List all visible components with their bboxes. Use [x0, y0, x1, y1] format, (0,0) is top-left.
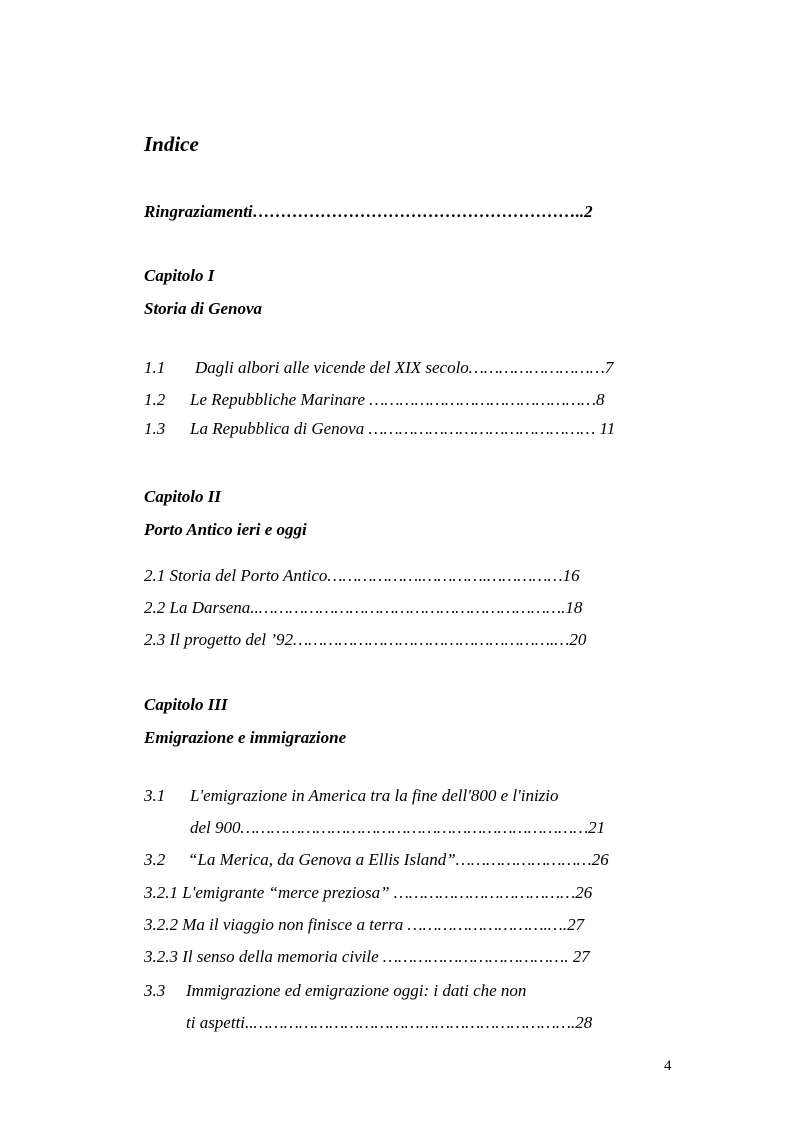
chapter-title: Emigrazione e immigrazione	[144, 728, 347, 747]
chapter-label: Capitolo III	[144, 695, 228, 714]
toc-entry-text: Immigrazione ed emigrazione oggi: i dati che non	[186, 981, 527, 1000]
toc-entry-text: 2.2 La Darsena..…………………………………………………….18	[144, 598, 583, 617]
toc-entry-text: La Repubblica di Genova ……………………………………… 11	[190, 419, 616, 438]
chapter-title: Porto Antico ieri e oggi	[144, 520, 307, 539]
chapter-label: Capitolo I	[144, 266, 215, 285]
toc-entry-text: 3.2.2 Ma il viaggio non finisce a terra ……………………….….27	[144, 915, 585, 934]
toc-entry-number: 3.2	[144, 850, 166, 869]
toc-entry-number: 3.3	[144, 981, 166, 1000]
toc-entry-text: 2.1 Storia del Porto Antico……………….………….……………16	[144, 566, 580, 585]
toc-entry-number: 1.1	[144, 358, 166, 377]
toc-entry-continuation: del 900……………………………………………………………21	[190, 818, 606, 837]
toc-entry-text: Le Repubbliche Marinare ………………………………………8	[190, 390, 605, 409]
toc-entry-continuation: ti aspetti..……………………………………………………….28	[186, 1013, 593, 1032]
index-title: Indice	[144, 132, 199, 156]
toc-entry-text: 3.2.3 Il senso della memoria civile ………………………………. 27	[144, 947, 590, 966]
toc-entry-text: 2.3 Il progetto del ’92…………………………………………….…20	[144, 630, 587, 649]
toc-entry-text: 3.2.1 L'emigrante “merce preziosa” ………………………………26	[144, 883, 593, 902]
toc-entry-number: 1.3	[144, 419, 166, 438]
chapter-title: Storia di Genova	[144, 299, 263, 318]
chapter-label: Capitolo II	[144, 487, 221, 506]
toc-entry-number: 3.1	[144, 786, 166, 805]
toc-entry-number: 1.2	[144, 390, 166, 409]
page-number: 4	[664, 1058, 672, 1074]
toc-entry-text: Dagli albori alle vicende del XIX secolo………………………7	[195, 358, 614, 377]
toc-entry-text: “La Merica, da Genova a Ellis Island”………………………26	[188, 850, 609, 869]
toc-entry-text: L'emigrazione in America tra la fine dell'800 e l'inizio	[190, 786, 559, 805]
toc-acknowledgements: Ringraziamenti…………………………………………………..2	[144, 202, 593, 221]
